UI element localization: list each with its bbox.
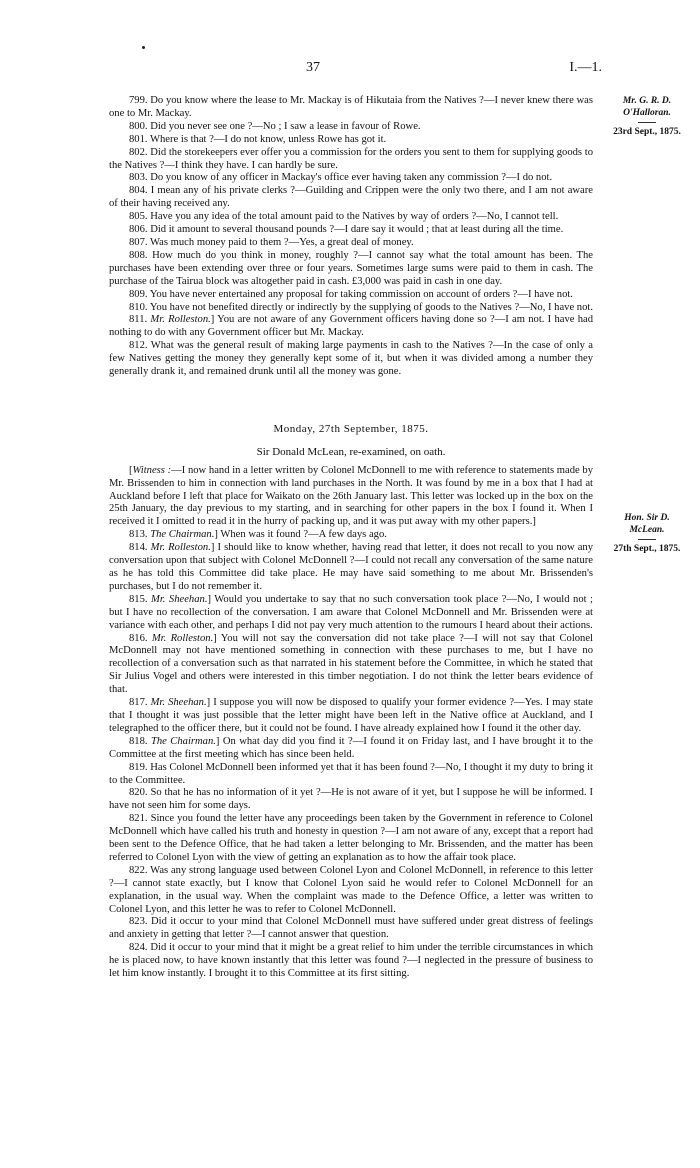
question-paragraph bbox=[109, 211, 593, 224]
speaker-name: Mr. Rolleston. bbox=[150, 542, 211, 554]
question-text: You will not say the conversation did not take place ?—I will not say that Colonel McDonnell may not have mentioned something in connection with these purchases to me, but I have no recollection of a conversation such as that narrated in his statement before the Committee, in which he stated that Sir Julius Vogel and others were interested in this timber negotiation. I do not think the letter bears evidence of that. bbox=[109, 632, 594, 696]
question-text: Since you found the letter have any proceedings been taken by the Government in reference to Colonel McDonnell which have called his truth and honesty in question ?—I am not aware of any, except that a report had been sent to the Defence Office, that he had taken a letter belonging to Mr. Brissenden, and the matter has been referred to Colonel Lyon with the view of getting an explanation as to how the affair took place. bbox=[109, 813, 594, 863]
question-paragraph: 817. Mr. Sheehan.] I suppose you will now be disposed to qualify your former evidence ?—Yes. I may state that I thought it was just possible that the letter might have been left in the Native office at Auckland, and I telegraphed to the officer there, but it could not be found. I have already explained how I found it the other day. bbox=[109, 697, 594, 734]
question-text: Was any strong language used between Colonel Lyon and Colonel McDonnell, in reference to this letter ?—I cannot state exactly, but I know that Colonel Lyon said he would refer to Colonel McDonnell for an explanation, in the usual way. When the complaint was made to the Defence Office, a letter was written to Colonel Lyon, and this letter he was to refer to Colonel McDonnell. bbox=[109, 864, 593, 915]
margin-note-rule bbox=[638, 122, 656, 123]
question-paragraph bbox=[109, 865, 593, 917]
question-number: 801. bbox=[129, 133, 148, 145]
question-number: 805. bbox=[129, 211, 148, 223]
margin-note-name-2: O'Halloran. bbox=[623, 108, 671, 118]
question-paragraph bbox=[109, 121, 593, 134]
evidence-section-2 bbox=[109, 529, 593, 981]
page-number: 37 bbox=[306, 60, 320, 75]
speaker-name: Mr. Sheehan. bbox=[150, 697, 207, 709]
question-number: 810. bbox=[129, 301, 148, 313]
question-paragraph bbox=[109, 172, 593, 185]
question-paragraph: 811. Mr. Rolleston.] You are not aware of any Government officers having done so ?—I am not. I have had nothing to do with any Government officer but Mr. Mackay. bbox=[109, 314, 593, 339]
question-paragraph bbox=[109, 762, 593, 788]
question-number: 800. bbox=[129, 120, 148, 132]
question-number: 812. bbox=[129, 340, 148, 352]
question-text: Did it amount to several thousand pounds ?—I dare say it would ; that at least during all the time. bbox=[150, 224, 564, 236]
question-paragraph bbox=[109, 237, 593, 250]
question-paragraph bbox=[109, 95, 593, 121]
question-number: 808. bbox=[129, 249, 148, 261]
question-number: 815. bbox=[129, 593, 148, 605]
question-number: 809. bbox=[129, 288, 148, 300]
witness-statement: [Witness :—I now hand in a letter written by Colonel McDonnell to me with reference to statements made by Mr. Brissenden to him in connection with land purchases in the North. It was found by me in a box that I had at Auckland before I left that place for Waikato on the 26th January last. This letter was locked up in the box on the 25th January, the day previous to my starting, and in searching for other papers in the box I found it. When I received it I omitted to read it in the hurry of packing up, and it was put away with my other papers.] bbox=[109, 464, 594, 528]
question-text: Did it occur to your mind that it might be a great relief to him under the terrible circumstances in which he is placed now, to have known instantly that this letter was found ?—I neglected in the pressure of business to let him know instantly. I brought it to this Committee at its first sitting. bbox=[109, 942, 594, 980]
question-text: I should like to know whether, having read that letter, it does not recall to you now any conversation upon that subject with Colonel McDonnell ?—I could not recall any conversation of the same nature as he has told this Committee did take place. He may have said something to me about Mr. Brissenden's purchases, but I do not remember it. bbox=[109, 542, 594, 592]
question-text: When was it found ?—A few days ago. bbox=[220, 529, 387, 541]
question-text: Have you any idea of the total amount paid to the Natives by way of orders ?—No, I cannot tell. bbox=[150, 211, 559, 223]
speaker-name: The Chairman. bbox=[150, 735, 216, 747]
question-number: 799. bbox=[129, 95, 148, 106]
witness-statement-text: —I now hand in a letter written by Colonel McDonnell to me with reference to statements made by Mr. Brissenden to him in connection with land purchases in the North. It was found by me in a box that I had at Auckland before I left that place for Waikato on the 26th January last. This letter was locked up in the box on the 25th January, the day previous to my starting, and in searching for other papers in the box I found it. When I received it I omitted to read it in the hurry of packing up, and it was put away with my other papers.] bbox=[109, 464, 594, 528]
question-text: Would you undertake to say that no such conversation took place ?—No, I would not ; but I have no recollection of the conversation. I am aware that Colonel McDonnell and Mr. Brissenden were at variance with each other, and perhaps I did not pay very much attention to the rumours I heard about their actions. bbox=[109, 593, 593, 631]
document-body bbox=[109, 95, 593, 981]
question-paragraph bbox=[109, 224, 593, 237]
speaker-name: Mr. Rolleston. bbox=[151, 632, 214, 644]
witness-heading: Sir Donald McLean, re-examined, on oath. bbox=[256, 445, 446, 458]
question-paragraph: 815. Mr. Sheehan.] Would you undertake to say that no such conversation took place ?—No, I would not ; but I have no recollection of the conversation. I am aware that Colonel McDonnell and Mr. Brissenden were at variance with each other, and perhaps I did not pay very much attention to the rumours I heard about their actions. bbox=[109, 593, 593, 631]
question-text: Where is that ?—I do not know, unless Rowe has got it. bbox=[150, 133, 387, 145]
question-text: You have not benefited directly or indirectly by the supplying of goods to the Natives ?—No, I have not. bbox=[149, 301, 593, 313]
question-text: I mean any of his private clerks ?—Guilding and Crippen were the only two there, and I am not aware of their having received any. bbox=[109, 185, 593, 210]
question-number: 803. bbox=[129, 172, 148, 184]
margin-note-witness-1 bbox=[606, 95, 688, 138]
question-number: 819. bbox=[129, 761, 148, 773]
speaker-name: Mr. Sheehan. bbox=[151, 593, 208, 605]
question-number: 822. bbox=[129, 864, 148, 876]
question-number: 814. bbox=[129, 542, 148, 554]
question-paragraph: 814. Mr. Rolleston.] I should like to know whether, having read that letter, it does not recall to you now any conversation upon that subject with Colonel McDonnell ?—I could not recall any conversation of the same nature as he has told this Committee did take place. He may have said something to me about Mr. Brissenden's purchases, but I do not remember it. bbox=[109, 542, 594, 592]
question-paragraph bbox=[109, 787, 593, 813]
question-text: Do you know of any officer in Mackay's office ever having taken any commission ?—I do not. bbox=[150, 172, 553, 184]
margin-note-name: Hon. Sir D. bbox=[624, 513, 670, 523]
margin-note-date: 27th Sept., 1875. bbox=[613, 544, 681, 554]
evidence-section-1 bbox=[109, 95, 593, 379]
question-number: 813. bbox=[129, 529, 148, 541]
page-reference: I.—1. bbox=[569, 60, 602, 75]
question-paragraph bbox=[109, 250, 593, 289]
speaker-name: Mr. Rolleston. bbox=[150, 314, 211, 326]
question-paragraph: 816. Mr. Rolleston.] You will not say the conversation did not take place ?—I will not say that Colonel McDonnell may not have mentioned something in connection with these purchases to me, but I have no recollection of a conversation such as that narrated in his statement before the Committee, in which he stated that Sir Julius Vogel and others were interested in this timber negotiation. I do not think the letter bears evidence of that. bbox=[109, 632, 594, 696]
question-paragraph bbox=[109, 147, 593, 173]
question-text: On what day did you find it ?—I found it on Friday last, and I have brought it to the Committee at the first meeting which has since been held. bbox=[109, 735, 593, 760]
question-paragraph bbox=[109, 942, 593, 981]
question-number: 821. bbox=[129, 813, 148, 825]
question-number: 807. bbox=[129, 236, 148, 248]
question-text: Do you know where the lease to Mr. Mackay is of Hikutaia from the Natives ?—I never knew there was one to Mr. Mackay. bbox=[109, 95, 593, 119]
question-paragraph bbox=[109, 813, 593, 865]
margin-note-name: Mr. G. R. D. bbox=[622, 96, 672, 106]
question-text: You are not aware of any Government officers having done so ?—I am not. I have had nothing to do with any Government officer but Mr. Mackay. bbox=[109, 314, 593, 339]
question-number: 802. bbox=[129, 146, 148, 158]
question-number: 818. bbox=[129, 735, 148, 747]
question-number: 820. bbox=[129, 787, 148, 799]
question-text: Did you never see one ?—No ; I saw a lease in favour of Rowe. bbox=[150, 120, 421, 132]
question-number: 811. bbox=[129, 314, 148, 326]
question-text: Did the storekeepers ever offer you a commission for the orders you sent to them for supplying goods to the Natives ?—I think they have. I can hardly be sure. bbox=[109, 146, 593, 171]
question-number: 804. bbox=[129, 185, 148, 197]
question-number: 806. bbox=[129, 224, 148, 236]
stray-dot bbox=[142, 46, 145, 49]
question-number: 817. bbox=[129, 697, 148, 709]
margin-note-rule bbox=[638, 539, 656, 540]
margin-note-date: 23rd Sept., 1875. bbox=[613, 127, 681, 137]
question-paragraph bbox=[109, 185, 593, 211]
question-text: What was the general result of making large payments in cash to the Natives ?—In the case of only a few Natives getting the money they generally kept some of it, but when it was divided among a number they generally drank it, and remained drunk until all the money was gone. bbox=[109, 340, 593, 378]
date-heading: Monday, 27th September, 1875. bbox=[273, 422, 429, 435]
question-paragraph: 813. The Chairman.] When was it found ?—A few days ago. bbox=[129, 529, 387, 541]
question-paragraph bbox=[109, 134, 593, 147]
question-paragraph: 818. The Chairman.] On what day did you find it ?—I found it on Friday last, and I have brought it to the Committee at the first meeting which has since been held. bbox=[109, 735, 593, 760]
margin-note-witness-2 bbox=[606, 512, 688, 555]
margin-note-name-2: McLean. bbox=[629, 525, 665, 535]
question-paragraph bbox=[109, 340, 593, 379]
question-text: So that he has no information of it yet ?—He is not aware of it yet, but I suppose he will be informed. I have not seen him for some days. bbox=[109, 787, 593, 812]
question-number: 823. bbox=[129, 916, 148, 928]
question-text: Did it occur to your mind that Colonel McDonnell must have suffered under great distress of feelings and anxiety in getting that letter ?—I cannot answer that question. bbox=[109, 916, 594, 941]
speaker-name: The Chairman. bbox=[150, 529, 215, 541]
question-number: 816. bbox=[129, 632, 148, 644]
question-text: How much do you think in money, roughly ?—I cannot say what the total amount has been. The purchases have been extending over three or four years. Sometimes large sums were paid to them in cash. The purchase of the Tairua block was altogether paid in cash. £3,000 was paid in cash in one day. bbox=[109, 249, 593, 287]
witness-label: Witness : bbox=[132, 464, 172, 476]
question-paragraph bbox=[109, 916, 593, 942]
question-number: 824. bbox=[129, 942, 148, 954]
question-paragraph bbox=[109, 289, 593, 302]
question-text: Was much money paid to them ?—Yes, a great deal of money. bbox=[150, 236, 414, 248]
question-text: I suppose you will now be disposed to qualify your former evidence ?—Yes. I may state that I thought it was just possible that the letter might have been left in the Native office at Auckland, and I telegraphed to the officer there, but it could not be found. I have already explained how I found it the other day. bbox=[109, 697, 594, 734]
question-text: Has Colonel McDonnell been informed yet that it has been found ?—No, I thought it my duty to bring it to the Committee. bbox=[109, 761, 593, 786]
question-text: You have never entertained any proposal for taking commission on account of orders ?—I have not. bbox=[149, 288, 573, 300]
question-paragraph bbox=[109, 302, 593, 315]
